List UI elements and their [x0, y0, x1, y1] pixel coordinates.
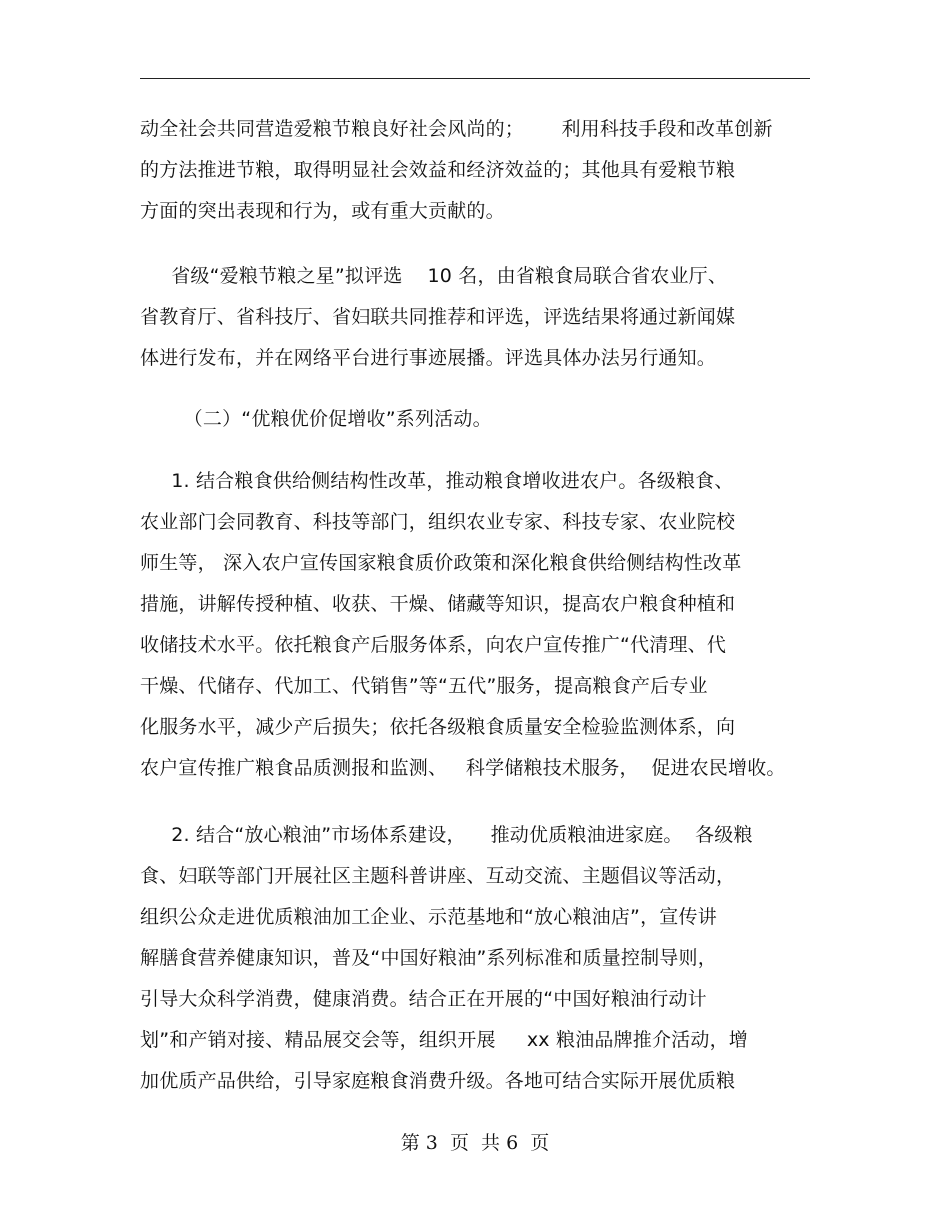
- page-number-footer: 第 3 页 共 6 页: [400, 1132, 550, 1154]
- header-rule: [140, 78, 810, 79]
- text-line: 师生等， 深入农户宣传国家粮食质价政策和深化粮食供给侧结构性改革: [140, 552, 742, 574]
- text-line: 省级“爱粮节粮之星”拟评选 10 名，由省粮食局联合省农业厅、: [140, 265, 728, 287]
- text-line: 体进行发布，并在网络平台进行事迹展播。评选具体办法另行通知。: [140, 347, 717, 369]
- text-line: 食、妇联等部门开展社区主题科普讲座、互动交流、主题倡议等活动，: [140, 865, 736, 887]
- text-line: 2. 结合“放心粮油”市场体系建设， 推动优质粮油进家庭。 各级粮: [140, 824, 753, 846]
- text-line: 解膳食营养健康知识，普及“中国好粮油”系列标准和质量控制导则，: [140, 947, 717, 969]
- text-line: 省教育厅、省科技厅、省妇联共同推荐和评选，评选结果将通过新闻媒: [140, 306, 736, 328]
- text-line: 化服务水平，减少产后损失；依托各级粮食质量安全检验监测体系，向: [140, 716, 736, 738]
- text-line: 农业部门会同教育、科技等部门，组织农业专家、科技专家、农业院校: [140, 511, 736, 533]
- text-line: 农户宣传推广粮食品质测报和监测、 科学储粮技术服务， 促进农民增收。: [140, 757, 786, 779]
- text-line: 方面的突出表现和行为，或有重大贡献的。: [140, 200, 505, 222]
- text-line: 措施，讲解传授种植、收获、干燥、储藏等知识，提高农户粮食种植和: [140, 593, 736, 615]
- text-line: 干燥、代储存、代加工、代销售”等“五代”服务，提高粮食产后专业: [140, 675, 708, 697]
- text-line: 组织公众走进优质粮油加工企业、示范基地和“放心粮油店”，宣传讲: [140, 906, 717, 928]
- section-heading: （二）“优粮优价促增收”系列活动。: [140, 408, 492, 430]
- text-line: 划”和产销对接、精品展交会等，组织开展 xx 粮油品牌推介活动，增: [140, 1029, 748, 1051]
- text-line: 1. 结合粮食供给侧结构性改革，推动粮食增收进农户。各级粮食、: [140, 470, 734, 492]
- text-line: 收储技术水平。依托粮食产后服务体系，向农户宣传推广“代清理、代: [140, 634, 727, 656]
- text-line: 动全社会共同营造爱粮节粮良好社会风尚的； 利用科技手段和改革创新: [140, 118, 773, 140]
- text-line: 引导大众科学消费，健康消费。结合正在开展的“中国好粮油行动计: [140, 988, 707, 1010]
- text-line: 加优质产品供给，引导家庭粮食消费升级。各地可结合实际开展优质粮: [140, 1070, 736, 1092]
- text-line: 的方法推进节粮，取得明显社会效益和经济效益的；其他具有爱粮节粮: [140, 159, 736, 181]
